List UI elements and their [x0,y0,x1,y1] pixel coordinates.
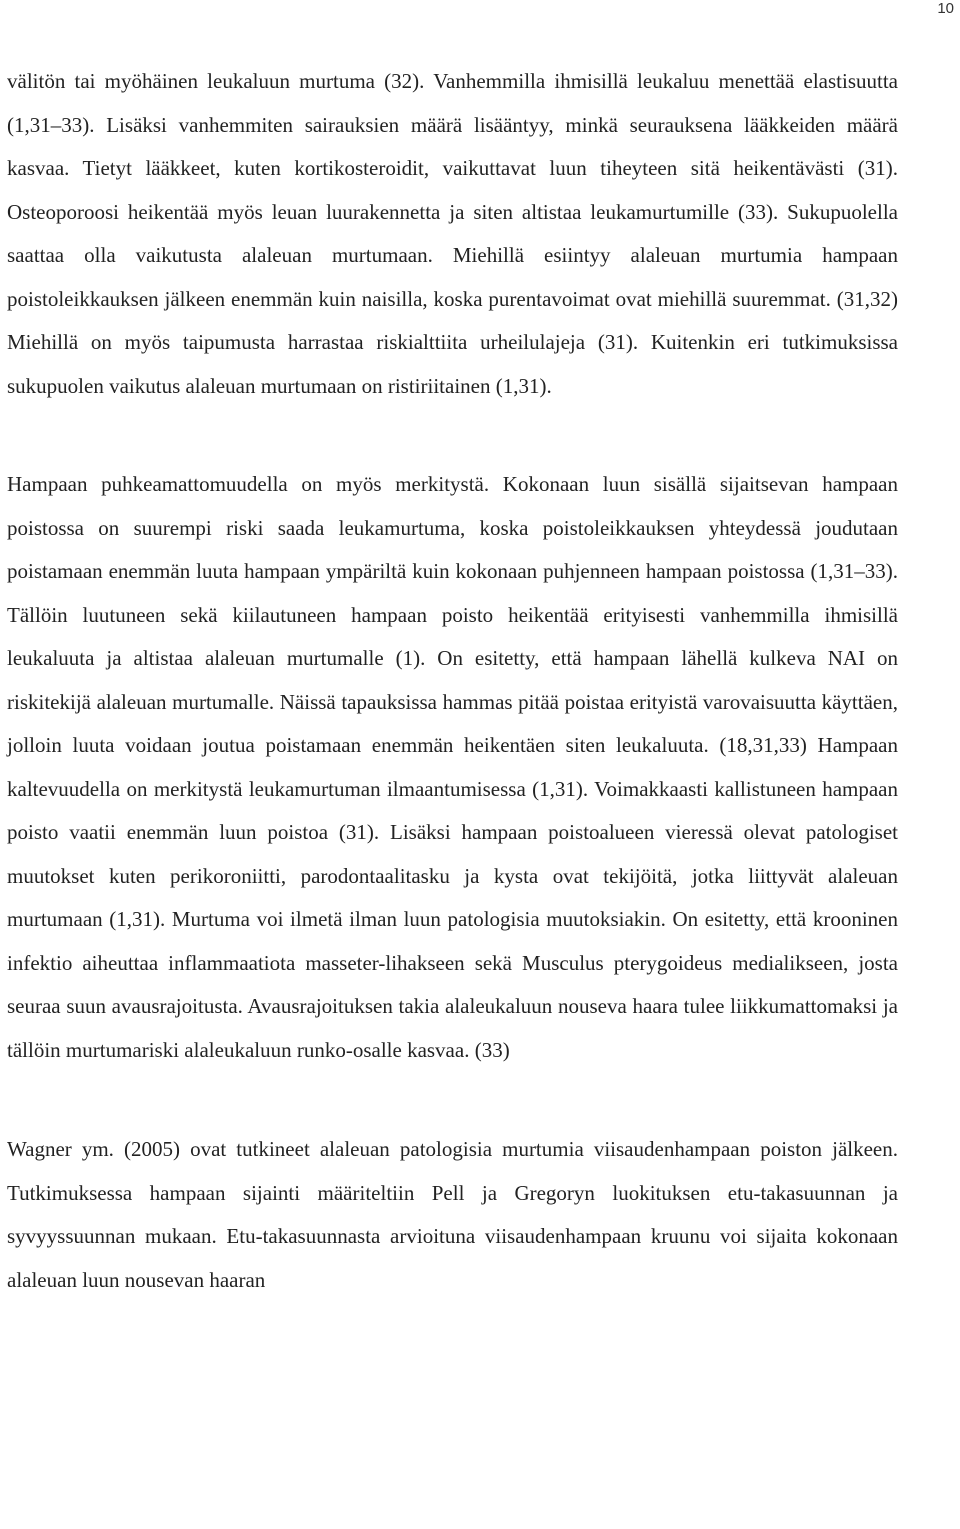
paragraph-unerupted-teeth: Hampaan puhkeamattomuudella on myös merkitystä. Kokonaan luun sisällä sijaitsevan hampaan poistossa on suurempi riski saada leukamurtuma, koska poistoleikkauksen yhteydessä joudutaan poistamaan enemmän luuta hampaan ympäriltä kuin kokonaan puhjenneen hampaan poistossa (1,31–33). Tällöin luutuneen sekä kiilautuneen hampaan poisto heikentää erityisesti vanhemmilla ihmisillä leukaluuta ja altistaa alaleuan murtumalle (1). On esitetty, että hampaan lähellä kulkeva NAI on riskitekijä alaleuan murtumalle. Näissä tapauksissa hammas pitää poistaa erityistä varovaisuutta käyttäen, jolloin luuta voidaan joutua poistamaan enemmän heikentäen siten leukaluuta. (18,31,33) Hampaan kaltevuudella on merkitystä leukamurtuman ilmaantumisessa (1,31). Voimakkaasti kallistuneen hampaan poisto vaatii enemmän luun poistoa (31). Lisäksi hampaan poistoalueen vieressä olevat patologiset muutokset kuten perikoroniitti, parodontaalitasku ja kysta ovat tekijöitä, jotka liittyvät alaleuan murtumaan (1,31). Murtuma voi ilmetä ilman luun patologisia muutoksiakin. On esitetty, että krooninen infektio aiheuttaa inflammaatiota masseter-lihakseen sekä Musculus pterygoideus medialikseen, josta seuraa suun avausrajoitusta. Avausrajoituksen takia alaleukaluun nouseva haara tulee liikkumattomaksi ja tällöin murtumariski alaleukaluun runko-osalle kasvaa. (33) [7,472,898,1062]
paragraph-risk-factors: välitön tai myöhäinen leukaluun murtuma (32). Vanhemmilla ihmisillä leukaluu menettää elastisuutta (1,31–33). Lisäksi vanhemmiten sairauksien määrä lisääntyy, minkä seurauksena lääkkeiden määrä kasvaa. Tietyt lääkkeet, kuten kortikosteroidit, vaikuttavat luun tiheyteen sitä heikentävästi (31). Osteoporoosi heikentää myös leuan luurakennetta ja siten altistaa leukamurtumille (33). Sukupuolella saattaa olla vaikutusta alaleuan murtumaan. Miehillä esiintyy alaleuan murtumia hampaan poistoleikkauksen jälkeen enemmän kuin naisilla, koska purentavoimat ovat miehillä suuremmat. (31,32) Miehillä on myös taipumusta harrastaa riskialttiita urheilulajeja (31). Kuitenkin eri tutkimuksissa sukupuolen vaikutus alaleuan murtumaan on ristiriitainen (1,31). [7,69,898,398]
page-number: 10 [937,0,954,17]
paragraph-wagner-study: Wagner ym. (2005) ovat tutkineet alaleuan patologisia murtumia viisaudenhampaan poiston jälkeen. Tutkimuksessa hampaan sijainti määriteltiin Pell ja Gregoryn luokituksen etu-takasuunnan ja syvyyssuunnan mukaan. Etu-takasuunnasta arvioituna viisaudenhampaan kruunu voi sijaita kokonaan alaleuan luun nousevan haaran [7,1137,898,1292]
document-body [7,60,898,1302]
